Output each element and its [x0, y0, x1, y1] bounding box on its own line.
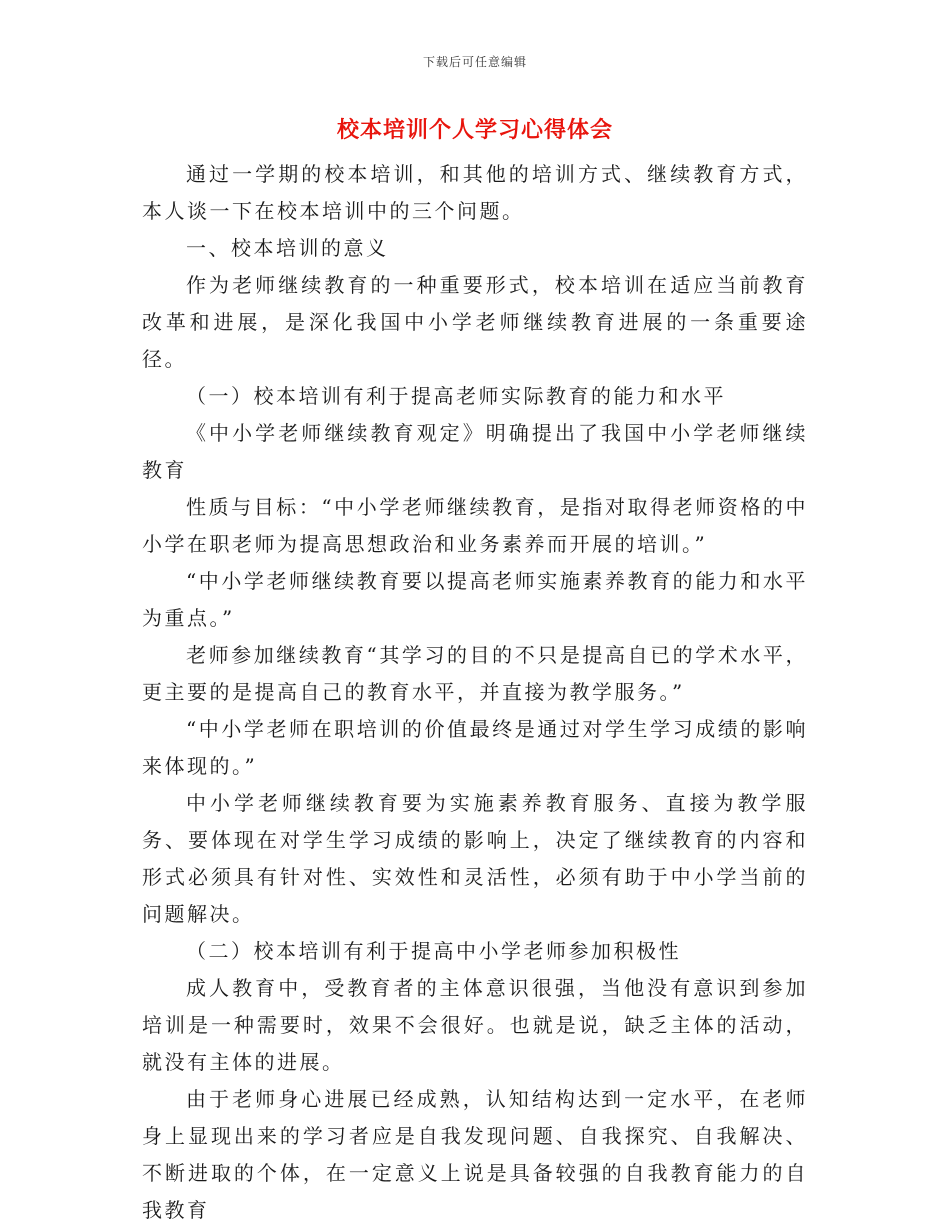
paragraph: 由于老师身心进展已经成熟，认知结构达到一定水平，在老师身上显现出来的学习者应是自我发现问题、自我探究、自我解决、不断进取的个体，在一定意义上说是具备较强的自我教育能力的自我教育	[142, 1087, 808, 1222]
paragraph: 性质与目标：“中小学老师继续教育，是指对取得老师资格的中小学在职老师为提高思想政治和业务素养而开展的培训。”	[142, 495, 808, 556]
subsection-heading-1: （一）校本培训有利于提高老师实际教育的能力和水平	[186, 384, 726, 408]
paragraph-quote: “中小学老师在职培训的价值最终是通过对学生学习成绩的影响来体现的。”	[142, 717, 808, 778]
subsection-heading-2: （二）校本培训有利于提高中小学老师参加积极性	[186, 939, 681, 963]
paragraph-quote: “中小学老师继续教育要以提高老师实施素养教育的能力和水平为重点。”	[142, 569, 808, 630]
document-title: 校本培训个人学习心得体会	[336, 117, 613, 143]
document-body	[142, 156, 808, 1229]
paragraph: 老师参加继续教育“其学习的目的不只是提高自已的学术水平，更主要的是提高自己的教育水平，并直接为教学服务。”	[142, 643, 808, 704]
section-heading-1: 一、校本培训的意义	[186, 236, 389, 260]
paragraph: 作为老师继续教育的一种重要形式，校本培训在适应当前教育改革和进展，是深化我国中小学老师继续教育进展的一条重要途径。	[142, 273, 808, 371]
paragraph: 《中小学老师继续教育观定》明确提出了我国中小学老师继续教育	[142, 421, 808, 482]
paragraph-intro: 通过一学期的校本培训，和其他的培训方式、继续教育方式，本人谈一下在校本培训中的三个问题。	[142, 162, 808, 223]
paragraph: 中小学老师继续教育要为实施素养教育服务、直接为教学服务、要体现在对学生学习成绩的影响上，决定了继续教育的内容和形式必须具有针对性、实效性和灵活性，必须有助于中小学当前的问题解决。	[142, 791, 808, 926]
paragraph: 成人教育中，受教育者的主体意识很强，当他没有意识到参加培训是一种需要时，效果不会很好。也就是说，缺乏主体的活动，就没有主体的进展。	[142, 976, 808, 1074]
page-header-note: 下载后可任意编辑	[422, 55, 527, 69]
